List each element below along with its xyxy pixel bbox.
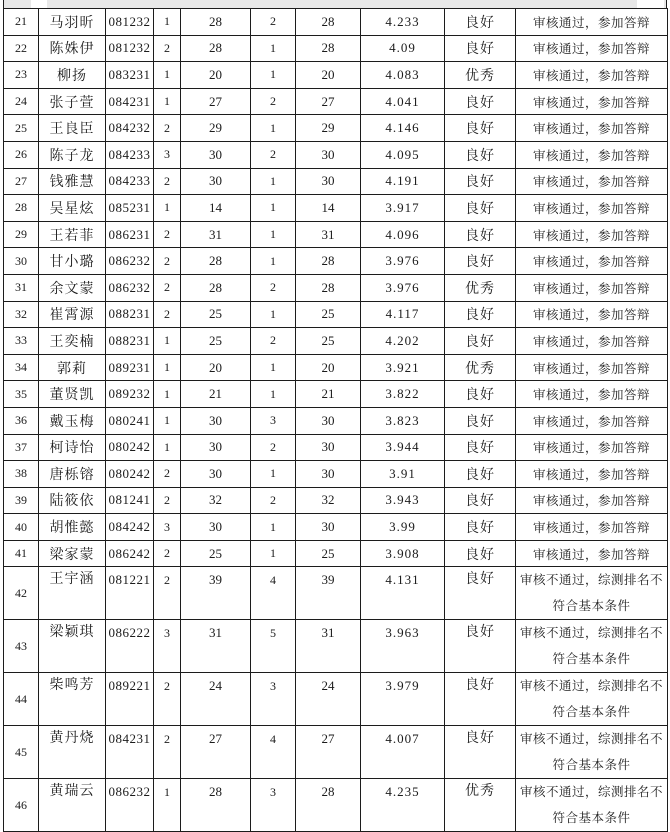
cell-v1: 20 [181, 354, 251, 381]
cell-code: 086222 [106, 620, 154, 673]
cell-status: 审核通过，参加答辩 [516, 62, 668, 89]
cell-v2: 20 [296, 62, 361, 89]
cell-status: 审核通过，参加答辩 [516, 115, 668, 142]
cell-rating: 良好 [445, 248, 516, 275]
cell-name: 梁颖琪 [39, 620, 106, 673]
cell-no: 43 [4, 620, 39, 673]
cell-gpa: 3.917 [361, 195, 445, 222]
cell-v2: 25 [296, 540, 361, 567]
cell-no: 44 [4, 673, 39, 726]
cell-name: 陈姝伊 [39, 35, 106, 62]
cell-gpa: 4.202 [361, 328, 445, 355]
cell-rating: 良好 [445, 221, 516, 248]
table-row [4, 434, 668, 461]
cell-name: 柯诗怡 [39, 434, 106, 461]
cell-n2: 1 [251, 35, 296, 62]
cell-v1: 28 [181, 779, 251, 832]
cell-gpa: 3.823 [361, 407, 445, 434]
cell-n2: 3 [251, 779, 296, 832]
cell-code: 086231 [106, 221, 154, 248]
cell-no: 38 [4, 461, 39, 488]
cell-n2: 1 [251, 195, 296, 222]
cell-gpa: 4.233 [361, 9, 445, 36]
cell-n2: 2 [251, 328, 296, 355]
cell-no: 29 [4, 221, 39, 248]
cell-v1: 30 [181, 434, 251, 461]
cell-gpa: 3.976 [361, 274, 445, 301]
table-row [4, 461, 668, 488]
table-row [4, 381, 668, 408]
cell-v1: 21 [181, 381, 251, 408]
cell-v1: 39 [181, 567, 251, 620]
cell-v2: 29 [296, 115, 361, 142]
cell-v2: 30 [296, 461, 361, 488]
cell-n1: 1 [154, 9, 181, 36]
cell-status: 审核通过，参加答辩 [516, 514, 668, 541]
cell-status: 审核通过，参加答辩 [516, 35, 668, 62]
cell-status: 审核通过，参加答辩 [516, 407, 668, 434]
cell-n1: 1 [154, 779, 181, 832]
cell-rating: 良好 [445, 168, 516, 195]
cell-n1: 1 [154, 381, 181, 408]
cell-n2: 4 [251, 726, 296, 779]
results-table-body [4, 9, 668, 832]
cell-code: 086232 [106, 248, 154, 275]
cell-gpa: 4.131 [361, 567, 445, 620]
cell-v2: 21 [296, 381, 361, 408]
cell-status: 审核不通过，综测排名不符合基本条件 [516, 779, 668, 832]
cell-n2: 3 [251, 407, 296, 434]
cell-name: 王宇涵 [39, 567, 106, 620]
cell-code: 088231 [106, 328, 154, 355]
cell-code: 084231 [106, 726, 154, 779]
table-row [4, 726, 668, 779]
cell-v1: 27 [181, 88, 251, 115]
table-row [4, 195, 668, 222]
cell-n2: 1 [251, 514, 296, 541]
cell-n2: 1 [251, 221, 296, 248]
cell-gpa: 3.963 [361, 620, 445, 673]
cell-status: 审核通过，参加答辩 [516, 461, 668, 488]
cell-gpa: 4.09 [361, 35, 445, 62]
cell-no: 46 [4, 779, 39, 832]
cell-n2: 3 [251, 673, 296, 726]
cell-n2: 1 [251, 115, 296, 142]
table-row [4, 487, 668, 514]
cell-v2: 24 [296, 673, 361, 726]
cell-n1: 1 [154, 88, 181, 115]
cell-n1: 1 [154, 434, 181, 461]
table-row [4, 673, 668, 726]
cell-name: 陈子龙 [39, 141, 106, 168]
cell-v1: 30 [181, 514, 251, 541]
cell-n1: 2 [154, 540, 181, 567]
cell-gpa: 3.91 [361, 461, 445, 488]
cell-rating: 良好 [445, 487, 516, 514]
cell-no: 36 [4, 407, 39, 434]
cell-v1: 14 [181, 195, 251, 222]
cell-rating: 良好 [445, 9, 516, 36]
cell-v2: 28 [296, 779, 361, 832]
cell-name: 唐栎镕 [39, 461, 106, 488]
cell-v2: 39 [296, 567, 361, 620]
table-row [4, 354, 668, 381]
cell-v2: 31 [296, 221, 361, 248]
cell-n2: 2 [251, 9, 296, 36]
cell-n1: 2 [154, 461, 181, 488]
cell-n2: 1 [251, 301, 296, 328]
cell-gpa: 4.095 [361, 141, 445, 168]
cell-v2: 30 [296, 141, 361, 168]
cell-name: 余文蒙 [39, 274, 106, 301]
cell-gpa: 3.99 [361, 514, 445, 541]
cell-n1: 1 [154, 62, 181, 89]
cell-no: 33 [4, 328, 39, 355]
cell-n1: 2 [154, 168, 181, 195]
table-row [4, 274, 668, 301]
cell-n1: 2 [154, 567, 181, 620]
cell-n1: 1 [154, 195, 181, 222]
cell-v1: 25 [181, 328, 251, 355]
cell-rating: 良好 [445, 115, 516, 142]
student-review-table [3, 8, 668, 832]
cell-n1: 3 [154, 514, 181, 541]
cell-code: 084233 [106, 168, 154, 195]
cell-status: 审核通过，参加答辩 [516, 434, 668, 461]
cell-gpa: 3.976 [361, 248, 445, 275]
table-row [4, 248, 668, 275]
cell-n1: 1 [154, 328, 181, 355]
cell-name: 甘小璐 [39, 248, 106, 275]
cell-status: 审核不通过，综测排名不符合基本条件 [516, 567, 668, 620]
cell-no: 26 [4, 141, 39, 168]
cell-name: 董贤凯 [39, 381, 106, 408]
cell-no: 42 [4, 567, 39, 620]
cell-n2: 2 [251, 274, 296, 301]
cell-no: 40 [4, 514, 39, 541]
cell-rating: 良好 [445, 195, 516, 222]
cell-code: 081232 [106, 9, 154, 36]
table-row [4, 35, 668, 62]
cell-gpa: 4.117 [361, 301, 445, 328]
cell-v1: 25 [181, 540, 251, 567]
cell-status: 审核通过，参加答辩 [516, 381, 668, 408]
cell-v1: 28 [181, 35, 251, 62]
table-row [4, 62, 668, 89]
cell-name: 胡惟懿 [39, 514, 106, 541]
cell-rating: 优秀 [445, 354, 516, 381]
cell-no: 21 [4, 9, 39, 36]
cell-code: 084233 [106, 141, 154, 168]
cell-code: 081232 [106, 35, 154, 62]
table-row [4, 407, 668, 434]
cell-v2: 30 [296, 434, 361, 461]
cell-v1: 28 [181, 274, 251, 301]
cell-v2: 25 [296, 301, 361, 328]
cell-gpa: 3.822 [361, 381, 445, 408]
cell-status: 审核通过，参加答辩 [516, 301, 668, 328]
cell-gpa: 3.944 [361, 434, 445, 461]
cell-code: 083231 [106, 62, 154, 89]
cell-name: 张子萱 [39, 88, 106, 115]
cell-no: 25 [4, 115, 39, 142]
cell-rating: 良好 [445, 461, 516, 488]
table-row [4, 168, 668, 195]
cell-v2: 28 [296, 9, 361, 36]
cell-code: 080241 [106, 407, 154, 434]
cell-gpa: 4.096 [361, 221, 445, 248]
cell-code: 089221 [106, 673, 154, 726]
cell-name: 王奕楠 [39, 328, 106, 355]
cell-name: 马羽昕 [39, 9, 106, 36]
cell-n1: 2 [154, 274, 181, 301]
cell-name: 吴星炫 [39, 195, 106, 222]
cell-rating: 优秀 [445, 779, 516, 832]
cell-code: 080242 [106, 434, 154, 461]
cell-v2: 14 [296, 195, 361, 222]
cell-code: 086232 [106, 274, 154, 301]
cell-n1: 2 [154, 248, 181, 275]
table-row [4, 328, 668, 355]
cell-status: 审核不通过，综测排名不符合基本条件 [516, 673, 668, 726]
cell-v1: 28 [181, 9, 251, 36]
cell-status: 审核通过，参加答辩 [516, 540, 668, 567]
cell-code: 086232 [106, 779, 154, 832]
cell-status: 审核通过，参加答辩 [516, 141, 668, 168]
cell-rating: 良好 [445, 620, 516, 673]
cell-gpa: 4.146 [361, 115, 445, 142]
cell-no: 31 [4, 274, 39, 301]
table-row [4, 779, 668, 832]
cell-v2: 30 [296, 514, 361, 541]
cell-name: 柳扬 [39, 62, 106, 89]
cell-no: 35 [4, 381, 39, 408]
cell-v1: 29 [181, 115, 251, 142]
cell-code: 085231 [106, 195, 154, 222]
cell-n2: 1 [251, 381, 296, 408]
cell-code: 086242 [106, 540, 154, 567]
cell-no: 39 [4, 487, 39, 514]
cell-name: 陆筱依 [39, 487, 106, 514]
cell-gpa: 3.943 [361, 487, 445, 514]
cell-code: 084242 [106, 514, 154, 541]
cell-v1: 31 [181, 221, 251, 248]
cell-no: 28 [4, 195, 39, 222]
cell-rating: 良好 [445, 328, 516, 355]
cell-no: 41 [4, 540, 39, 567]
cell-rating: 良好 [445, 301, 516, 328]
cell-rating: 良好 [445, 88, 516, 115]
cell-v2: 20 [296, 354, 361, 381]
cell-n1: 3 [154, 620, 181, 673]
cell-rating: 良好 [445, 540, 516, 567]
cell-v1: 30 [181, 461, 251, 488]
cell-code: 081221 [106, 567, 154, 620]
cell-gpa: 4.007 [361, 726, 445, 779]
cell-gpa: 3.979 [361, 673, 445, 726]
cell-name: 戴玉梅 [39, 407, 106, 434]
cell-n1: 1 [154, 354, 181, 381]
cell-n1: 2 [154, 221, 181, 248]
cell-n2: 1 [251, 248, 296, 275]
cell-gpa: 3.921 [361, 354, 445, 381]
cell-name: 梁家蒙 [39, 540, 106, 567]
cell-code: 088231 [106, 301, 154, 328]
cell-status: 审核不通过，综测排名不符合基本条件 [516, 726, 668, 779]
cell-gpa: 4.235 [361, 779, 445, 832]
cell-name: 黄瑞云 [39, 779, 106, 832]
cell-name: 柴鸣芳 [39, 673, 106, 726]
cell-name: 黄丹烧 [39, 726, 106, 779]
cell-no: 37 [4, 434, 39, 461]
cell-no: 30 [4, 248, 39, 275]
cell-v1: 27 [181, 726, 251, 779]
cell-v2: 28 [296, 274, 361, 301]
cell-v2: 32 [296, 487, 361, 514]
cell-code: 089232 [106, 381, 154, 408]
cell-n2: 1 [251, 168, 296, 195]
cell-v1: 30 [181, 168, 251, 195]
cell-n2: 5 [251, 620, 296, 673]
cell-n2: 4 [251, 567, 296, 620]
cell-rating: 良好 [445, 567, 516, 620]
cell-name: 郭莉 [39, 354, 106, 381]
cell-rating: 良好 [445, 141, 516, 168]
cell-code: 084232 [106, 115, 154, 142]
cell-status: 审核通过，参加答辩 [516, 9, 668, 36]
cell-name: 崔霄源 [39, 301, 106, 328]
table-row [4, 115, 668, 142]
cell-n1: 3 [154, 141, 181, 168]
cell-v2: 30 [296, 168, 361, 195]
cell-n1: 2 [154, 301, 181, 328]
cell-rating: 良好 [445, 407, 516, 434]
cell-gpa: 4.191 [361, 168, 445, 195]
cell-status: 审核通过，参加答辩 [516, 328, 668, 355]
table-row [4, 301, 668, 328]
cell-status: 审核通过，参加答辩 [516, 274, 668, 301]
cell-n1: 2 [154, 673, 181, 726]
cell-no: 34 [4, 354, 39, 381]
cell-rating: 优秀 [445, 62, 516, 89]
cell-code: 081241 [106, 487, 154, 514]
cell-v2: 27 [296, 88, 361, 115]
cell-v1: 30 [181, 407, 251, 434]
cell-no: 23 [4, 62, 39, 89]
cell-n1: 2 [154, 115, 181, 142]
cell-status: 审核通过，参加答辩 [516, 221, 668, 248]
cell-n2: 1 [251, 62, 296, 89]
cell-no: 27 [4, 168, 39, 195]
cell-rating: 优秀 [445, 274, 516, 301]
cell-rating: 良好 [445, 514, 516, 541]
table-row [4, 88, 668, 115]
cell-name: 钱雅慧 [39, 168, 106, 195]
table-row [4, 141, 668, 168]
cell-status: 审核通过，参加答辩 [516, 487, 668, 514]
cell-no: 22 [4, 35, 39, 62]
table-row [4, 620, 668, 673]
cell-v1: 32 [181, 487, 251, 514]
cell-rating: 良好 [445, 381, 516, 408]
table-row [4, 514, 668, 541]
cell-n1: 2 [154, 487, 181, 514]
cell-no: 32 [4, 301, 39, 328]
cell-v1: 31 [181, 620, 251, 673]
cell-rating: 良好 [445, 434, 516, 461]
cell-n1: 1 [154, 407, 181, 434]
cell-no: 45 [4, 726, 39, 779]
cell-v2: 27 [296, 726, 361, 779]
cell-gpa: 3.908 [361, 540, 445, 567]
cell-rating: 良好 [445, 726, 516, 779]
cell-v1: 20 [181, 62, 251, 89]
cell-v1: 24 [181, 673, 251, 726]
cell-rating: 良好 [445, 35, 516, 62]
cell-n2: 2 [251, 141, 296, 168]
table-row [4, 567, 668, 620]
table-row [4, 221, 668, 248]
cell-n2: 2 [251, 88, 296, 115]
cell-code: 080242 [106, 461, 154, 488]
cell-v2: 25 [296, 328, 361, 355]
cell-v2: 28 [296, 35, 361, 62]
cell-v2: 31 [296, 620, 361, 673]
cell-gpa: 4.083 [361, 62, 445, 89]
cell-status: 审核通过，参加答辩 [516, 195, 668, 222]
cell-n1: 2 [154, 35, 181, 62]
cell-status: 审核通过，参加答辩 [516, 354, 668, 381]
cell-rating: 良好 [445, 673, 516, 726]
cell-status: 审核不通过，综测排名不符合基本条件 [516, 620, 668, 673]
cell-n2: 1 [251, 461, 296, 488]
cell-no: 24 [4, 88, 39, 115]
cell-code: 084231 [106, 88, 154, 115]
cell-n1: 2 [154, 726, 181, 779]
cell-code: 089231 [106, 354, 154, 381]
cell-v1: 28 [181, 248, 251, 275]
cell-v2: 30 [296, 407, 361, 434]
cell-status: 审核通过，参加答辩 [516, 88, 668, 115]
cell-v1: 30 [181, 141, 251, 168]
table-row [4, 9, 668, 36]
cell-n2: 1 [251, 354, 296, 381]
cell-n2: 2 [251, 487, 296, 514]
cell-name: 王良臣 [39, 115, 106, 142]
cell-v1: 25 [181, 301, 251, 328]
table-row [4, 540, 668, 567]
cell-n2: 2 [251, 434, 296, 461]
cell-gpa: 4.041 [361, 88, 445, 115]
cell-v2: 28 [296, 248, 361, 275]
cell-status: 审核通过，参加答辩 [516, 168, 668, 195]
cell-n2: 1 [251, 540, 296, 567]
cell-status: 审核通过，参加答辩 [516, 248, 668, 275]
cell-name: 王若菲 [39, 221, 106, 248]
